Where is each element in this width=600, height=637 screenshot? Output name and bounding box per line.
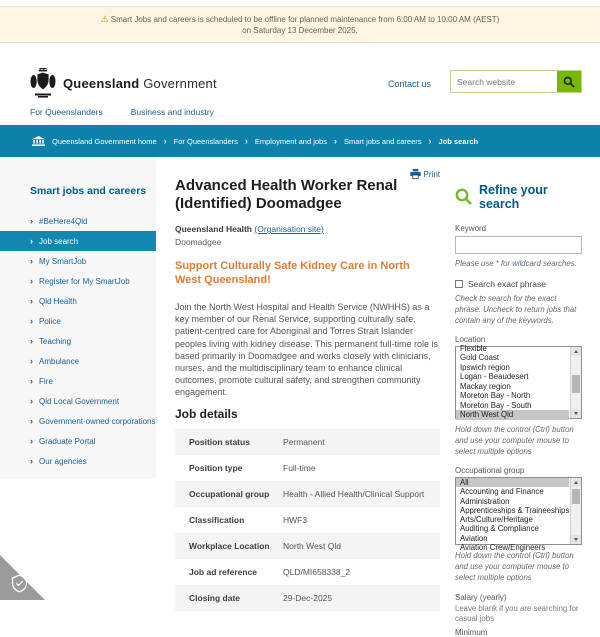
job-description: Join the North West Hospital and Health Service (NWHHS) as a key member of our Renal Service, supporting culturally safe, patient-centred care for Aboriginal and Torres Strait Islander peoples living with kidney disease. This permanent full-time role is based primarily in Doomadgee and works closely with clinicians, nurses, and the multidisciplinary team to enhance clinical outcomes, promote cultural safety, and strengthen community engagement.: [175, 302, 438, 398]
chevron-right-icon: ›: [30, 216, 33, 226]
detail-value: QLD/MI658338_2: [283, 566, 351, 577]
search-icon: [455, 188, 473, 206]
sidebar-item-job-search[interactable]: › Job search: [0, 231, 156, 251]
printer-icon: [410, 169, 421, 179]
salary-note: Leave blank if you are searching for casual jobs: [455, 604, 579, 623]
chevron-right-icon: ›: [30, 456, 33, 466]
site-search-button[interactable]: [557, 71, 581, 92]
salary-minimum-label: Minimum: [455, 628, 488, 637]
breadcrumb-home-link[interactable]: Queensland Government home: [32, 136, 157, 147]
chevron-right-icon: ›: [30, 436, 33, 446]
exact-phrase-note: Check to search for the exact phrase. Uncheck to return jobs that contain any of the keywords.: [455, 294, 577, 325]
location-option[interactable]: Moreton Bay - North: [460, 391, 531, 400]
nav-link-business-and-industry[interactable]: Business and industry: [130, 107, 214, 117]
site-search-input[interactable]: [451, 71, 557, 92]
chevron-right-icon: ›: [30, 376, 33, 386]
breadcrumb-employment-and-jobs[interactable]: Employment and jobs: [254, 136, 327, 146]
table-row: [175, 455, 440, 481]
sidebar-item-ambulance[interactable]: › Ambulance: [30, 356, 80, 366]
refine-search-panel: [455, 157, 582, 637]
scrollbar-thumb[interactable]: [572, 489, 580, 504]
scroll-up-icon[interactable]: [571, 347, 581, 356]
breadcrumb-separator-icon: ›: [428, 135, 432, 146]
occupational-option[interactable]: Accounting and Finance: [460, 487, 544, 497]
sidebar-item-teaching[interactable]: › Teaching: [30, 336, 72, 346]
chevron-right-icon: ›: [30, 276, 33, 286]
contact-us-link[interactable]: Contact us: [388, 79, 432, 89]
location-option[interactable]: Flexible: [460, 343, 487, 353]
maintenance-banner: [0, 6, 600, 43]
brand-text: Queensland Government: [63, 75, 217, 91]
job-tagline: Support Culturally Safe Kidney Care in North West Queensland!: [175, 260, 410, 286]
location-option[interactable]: Logan - Beaudesert: [460, 372, 529, 381]
exact-phrase-checkbox[interactable]: [455, 280, 463, 288]
chevron-right-icon: ›: [30, 396, 33, 406]
chevron-right-icon: ›: [30, 296, 33, 306]
detail-value: Full-time: [283, 462, 316, 473]
occupational-option[interactable]: Arts/Culture/Heritage: [460, 515, 533, 525]
government-building-icon: [32, 136, 45, 147]
breadcrumb-for-queenslanders[interactable]: For Queenslanders: [173, 136, 238, 146]
location-option[interactable]: Moreton Bay - South: [460, 400, 532, 410]
detail-label: Position status: [189, 436, 250, 447]
print-button[interactable]: Print: [410, 169, 440, 179]
sidebar-item-graduate-portal[interactable]: › Graduate Portal: [30, 436, 96, 446]
breadcrumb-separator-icon: ›: [244, 135, 248, 146]
detail-value: HWF3: [283, 514, 308, 525]
keyword-label: Keyword: [455, 224, 487, 233]
side-navigation: [0, 157, 156, 479]
chevron-right-icon: ›: [30, 356, 33, 366]
refine-header: [455, 183, 582, 211]
detail-label: Job ad reference: [189, 566, 258, 577]
location-listbox[interactable]: [455, 343, 582, 419]
scrollbar[interactable]: [570, 478, 581, 544]
sidebar-item-behere4qld[interactable]: › #BeHere4Qld: [30, 216, 88, 226]
detail-value: North West Qld: [283, 540, 341, 551]
exact-phrase-label[interactable]: Search exact phrase: [468, 279, 546, 289]
table-row: [175, 533, 440, 559]
detail-label: Classification: [189, 514, 245, 525]
scroll-down-icon[interactable]: [571, 535, 581, 544]
job-details-table: [175, 429, 440, 611]
table-row: [175, 481, 440, 507]
wildcard-note: Please use * for wildcard searches.: [455, 259, 577, 268]
search-icon: [563, 76, 575, 88]
table-row: [175, 507, 440, 533]
occupational-option[interactable]: Auditing & Compliance: [460, 524, 539, 534]
detail-value: Health - Allied Health/Clinical Support: [283, 488, 425, 499]
keyword-input[interactable]: [455, 236, 582, 254]
shield-check-icon: [10, 574, 29, 593]
breadcrumb: [0, 125, 600, 157]
breadcrumb-separator-icon: ›: [333, 135, 337, 146]
detail-label: Occupational group: [189, 488, 270, 499]
occupational-option[interactable]: Apprenticeships & Traineeships: [460, 505, 570, 515]
job-details-heading: Job details: [175, 406, 238, 421]
location-option[interactable]: Mackay region: [460, 381, 511, 391]
breadcrumb-separator-icon: ›: [163, 135, 167, 146]
refine-title: Refine your search: [479, 183, 548, 211]
queensland-government-logo[interactable]: [30, 68, 217, 98]
organisation-site-link[interactable]: (Organisation site): [254, 224, 324, 234]
sidebar-item-register-my-smartjob[interactable]: › Register for My SmartJob: [30, 276, 130, 286]
detail-label: Workplace Location: [189, 540, 270, 551]
nav-link-for-queenslanders[interactable]: For Queenslanders: [30, 107, 103, 117]
multi-select-note: Hold down the control (Ctrl) button and use your computer mouse to select multiple options: [455, 551, 574, 582]
occupational-option[interactable]: Aviation Crew/Engineers: [460, 543, 546, 553]
occupational-option[interactable]: Administration: [460, 496, 510, 506]
breadcrumb-current-job-search: Job search: [438, 136, 479, 146]
chevron-right-icon: ›: [30, 336, 33, 346]
scrollbar[interactable]: [570, 347, 581, 418]
sidebar-item-qld-local-government[interactable]: › Qld Local Government: [30, 396, 120, 406]
job-title: Advanced Health Worker Renal (Identified) Doomadgee: [175, 177, 398, 212]
detail-label: Position type: [189, 462, 243, 473]
sidebar-item-qld-health[interactable]: › Qld Health: [30, 296, 77, 306]
chevron-right-icon: ›: [30, 416, 33, 426]
chevron-right-icon: ›: [30, 236, 33, 246]
job-location: Doomadgee: [175, 237, 222, 247]
table-row: [175, 429, 440, 455]
breadcrumb-smart-jobs[interactable]: Smart jobs and careers: [343, 136, 422, 146]
chevron-right-icon: ›: [30, 316, 33, 326]
occupational-option[interactable]: Aviation: [460, 533, 488, 543]
detail-value: 29-Dec-2025: [283, 592, 333, 603]
sidenav-title: Smart jobs and careers: [30, 185, 147, 197]
table-row: [175, 559, 440, 585]
organisation-line: [175, 224, 440, 234]
sidebar-item-our-agencies[interactable]: › Our agencies: [30, 456, 87, 466]
top-nav: [30, 107, 214, 117]
occupational-option-selected[interactable]: All: [456, 478, 569, 487]
maintenance-banner-text: ⚠ Smart Jobs and careers is scheduled to be offline for planned maintenance from 6:00 AM to 10:00 AM (AEST) on Saturday 13 December 2025.: [100, 13, 500, 35]
site-search: [450, 70, 582, 93]
scrollbar-thumb[interactable]: [572, 375, 580, 393]
sidebar-item-police[interactable]: › Police: [30, 316, 61, 326]
job-detail-main: [175, 157, 440, 611]
sidebar-item-government-owned-corporations[interactable]: › Government-owned corporations: [30, 416, 156, 426]
warning-icon: ⚠: [100, 13, 109, 24]
sidebar-item-fire[interactable]: › Fire: [30, 376, 53, 386]
detail-value: Permanent: [283, 436, 325, 447]
organisation-name: Queensland Health: [175, 224, 252, 234]
scroll-up-icon[interactable]: [571, 478, 581, 487]
location-option[interactable]: Ipswich region: [460, 362, 510, 372]
occupational-group-listbox[interactable]: [455, 477, 582, 553]
coat-of-arms-icon: [30, 68, 56, 98]
detail-label: Closing date: [189, 592, 241, 603]
location-label: Location: [455, 335, 486, 344]
sidebar-item-my-smartjob[interactable]: › My SmartJob: [30, 256, 87, 266]
table-row: [175, 585, 440, 611]
location-option[interactable]: Gold Coast: [460, 353, 500, 362]
salary-label: Salary (yearly): [455, 593, 507, 602]
chevron-right-icon: ›: [30, 256, 33, 266]
multi-select-note: Hold down the control (Ctrl) button and use your computer mouse to select multiple options: [455, 425, 574, 456]
location-option-selected[interactable]: North West Qld: [456, 410, 569, 420]
occupational-group-label: Occupational group: [455, 466, 525, 475]
exact-phrase-row[interactable]: [455, 279, 582, 289]
scroll-down-icon[interactable]: [571, 409, 581, 418]
